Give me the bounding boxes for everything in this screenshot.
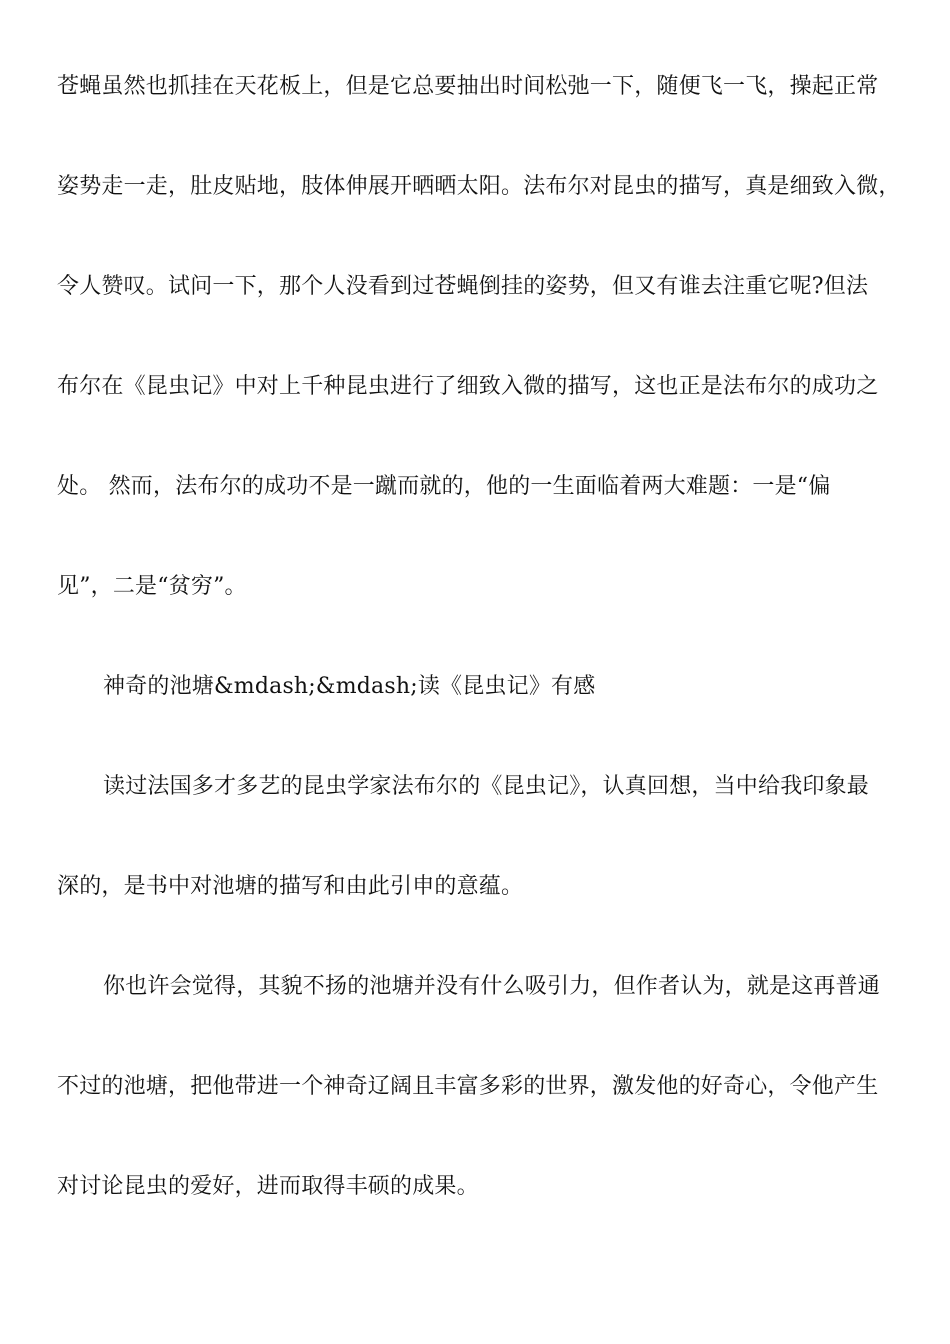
- paragraph-3-line-2: 不过的池塘，把他带进一个神奇辽阔且丰富多彩的世界，激发他的好奇心，令他产生: [57, 1074, 879, 1099]
- paragraph-1-line-3: 令人赞叹。试问一下，那个人没看到过苍蝇倒挂的姿势，但又有谁去注重它呢?但法: [57, 274, 869, 299]
- paragraph-1-line-4: 布尔在《昆虫记》中对上千种昆虫进行了细致入微的描写，这也正是法布尔的成功之: [57, 374, 879, 399]
- paragraph-2-line-2: 深的，是书中对池塘的描写和由此引申的意蕴。: [57, 874, 524, 899]
- paragraph-3-line-3: 对讨论昆虫的爱好，进而取得丰硕的成果。: [57, 1174, 479, 1199]
- paragraph-3-line-1: 你也许会觉得，其貌不扬的池塘并没有什么吸引力，但作者认为，就是这再普通: [103, 974, 881, 999]
- paragraph-1-line-2: 姿势走一走，肚皮贴地，肢体伸展开晒晒太阳。法布尔对昆虫的描写，真是细致入微，: [57, 174, 901, 199]
- section-title: 神奇的池塘&mdash;&mdash;读《昆虫记》有感: [103, 674, 596, 699]
- paragraph-1-line-6: 见”，二是“贫穷”。: [57, 574, 247, 599]
- paragraph-1-line-5: 处。 然而，法布尔的成功不是一蹴而就的，他的一生面临着两大难题：一是“偏: [57, 474, 831, 499]
- paragraph-2-line-1: 读过法国多才多艺的昆虫学家法布尔的《昆虫记》，认真回想，当中给我印象最: [103, 774, 870, 799]
- paragraph-1-line-1: 苍蝇虽然也抓挂在天花板上，但是它总要抽出时间松弛一下，随便飞一飞，操起正常: [57, 74, 879, 99]
